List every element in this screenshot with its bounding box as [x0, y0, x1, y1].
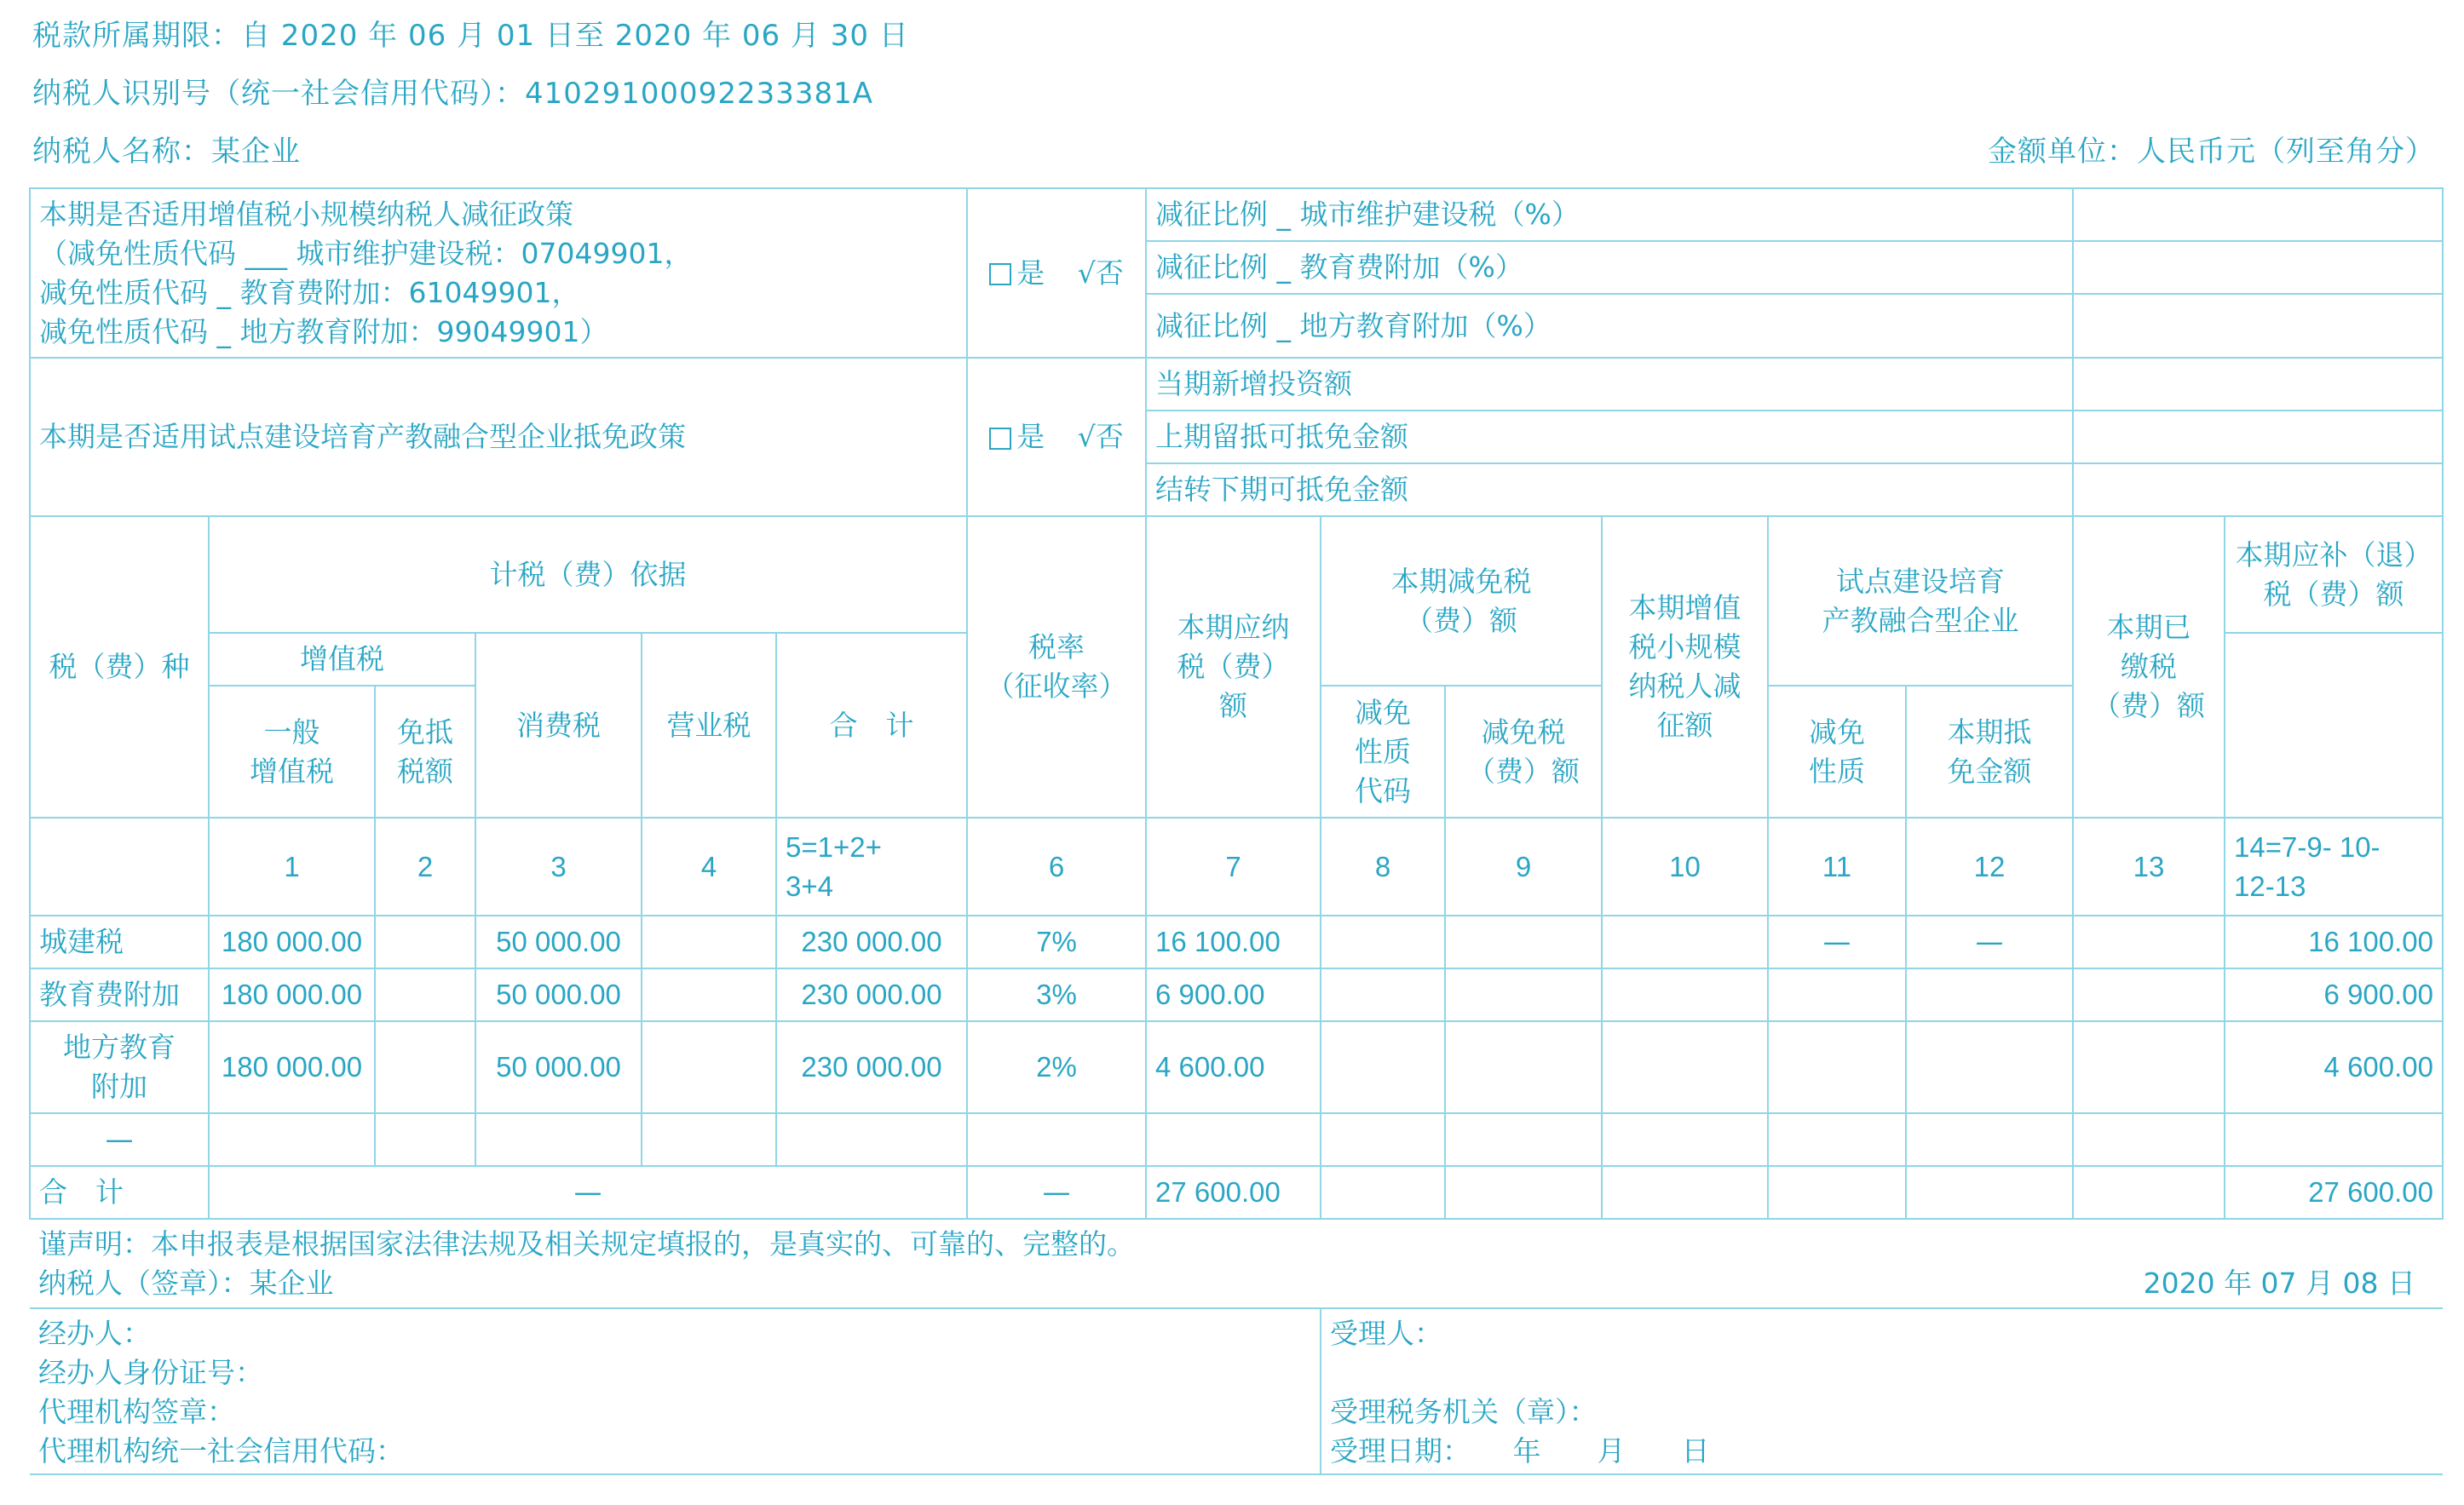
tax-return-form: [29, 187, 2444, 1475]
declaration-statement: 谨声明：本申报表是根据国家法律法规及相关规定填报的，是真实的、可靠的、完整的。: [38, 1226, 1135, 1261]
total-refund[interactable]: 27 600.00: [2225, 1166, 2443, 1219]
amount-unit: 金额单位：人民币元（列至角分）: [1988, 135, 2435, 169]
cell-pilot-nature[interactable]: —: [1768, 916, 1906, 968]
col-tax-type: 税（费）种: [30, 516, 209, 818]
col-general-vat: 一般 增值税: [209, 686, 375, 818]
policy2-value-carried-in[interactable]: [2073, 411, 2443, 463]
cell-pilot-offset[interactable]: —: [1906, 916, 2073, 968]
cell-refund[interactable]: 4 600.00: [2225, 1021, 2443, 1113]
cell-blank[interactable]: [776, 1113, 967, 1166]
taxpayer-id: 纳税人识别号（统一社会信用代码）：41029100092233381A: [32, 77, 873, 111]
cell-blank[interactable]: [209, 1113, 375, 1166]
col-number: 4: [642, 818, 776, 916]
col-pilot-offset: 本期抵 免金额: [1906, 686, 2073, 818]
cell-general-vat[interactable]: 180 000.00: [209, 916, 375, 968]
col-offset: 免抵 税额: [375, 686, 475, 818]
table-row: [30, 1113, 2443, 1166]
cell-small-relief[interactable]: [1602, 968, 1768, 1021]
cell-consumption[interactable]: 50 000.00: [475, 1021, 642, 1113]
receive-date-field[interactable]: 受理日期： 年 月 日: [1330, 1434, 1710, 1468]
cell-blank[interactable]: [375, 1113, 475, 1166]
total-row: [30, 1166, 2443, 1219]
col-rate: 税率 （征收率）: [967, 516, 1146, 818]
cell-pilot-nature[interactable]: [1768, 968, 1906, 1021]
policy1-item-local-education: 减征比例 _ 地方教育附加（%）: [1146, 294, 2073, 358]
table-row: [30, 1021, 2443, 1113]
cell-offset[interactable]: [375, 916, 475, 968]
cell-total[interactable]: 230 000.00: [776, 1021, 967, 1113]
col-number: 9: [1445, 818, 1602, 916]
cell-blank[interactable]: [1602, 1113, 1768, 1166]
cell-total[interactable]: 230 000.00: [776, 916, 967, 968]
cell-paid[interactable]: [2073, 968, 2225, 1021]
cell-relief-code[interactable]: [1321, 1021, 1445, 1113]
col-pilot: 试点建设培育 产教融合型企业: [1768, 516, 2073, 686]
col-number: 1: [209, 818, 375, 916]
cell-blank[interactable]: [475, 1113, 642, 1166]
cell-small-relief[interactable]: [1602, 916, 1768, 968]
total-payable[interactable]: 27 600.00: [1146, 1166, 1321, 1219]
cell-refund[interactable]: 16 100.00: [2225, 916, 2443, 968]
col-paid: 本期已 缴税 （费）额: [2073, 516, 2225, 818]
cell-pilot-nature[interactable]: [1768, 1021, 1906, 1113]
policy2-item-carried-in: 上期留抵可抵免金额: [1146, 411, 2073, 463]
col-vat: 增值税: [209, 633, 475, 686]
cell-blank[interactable]: [1906, 1166, 2073, 1219]
cell-business[interactable]: [642, 1021, 776, 1113]
policy1-value-local-education[interactable]: [2073, 294, 2443, 358]
cell-rate[interactable]: 2%: [967, 1021, 1146, 1113]
cell-blank[interactable]: [2073, 1113, 2225, 1166]
cell-blank[interactable]: [1906, 1113, 2073, 1166]
col-basis: 计税（费）依据: [209, 516, 967, 633]
cell-blank[interactable]: [2225, 1113, 2443, 1166]
policy1-value-city[interactable]: [2073, 188, 2443, 241]
table-row: [30, 968, 2443, 1021]
col-number: 7: [1146, 818, 1321, 916]
tax-period: 税款所属期限：自 2020 年 06 月 01 日至 2020 年 06 月 30 日: [32, 19, 909, 53]
checkbox-yes[interactable]: [989, 428, 1011, 450]
cell-blank[interactable]: [1321, 1113, 1445, 1166]
cell-blank[interactable]: [642, 1113, 776, 1166]
cell-blank[interactable]: [1445, 1166, 1602, 1219]
policy1-value-education[interactable]: [2073, 241, 2443, 294]
col-relief-code: 减免 性质 代码: [1321, 686, 1445, 818]
cell-blank[interactable]: [1768, 1166, 1906, 1219]
row-name: —: [30, 1113, 209, 1166]
col-number: 13: [2073, 818, 2225, 916]
col-refund: 本期应补（退） 税（费）额: [2225, 516, 2443, 633]
taxpayer-name: 纳税人名称：某企业: [32, 135, 301, 169]
cell-payable[interactable]: 4 600.00: [1146, 1021, 1321, 1113]
cell-consumption[interactable]: 50 000.00: [475, 968, 642, 1021]
cell-blank[interactable]: [1146, 1113, 1321, 1166]
cell-blank[interactable]: [967, 1113, 1146, 1166]
cell-relief-amount[interactable]: [1445, 1021, 1602, 1113]
col-number: 11: [1768, 818, 1906, 916]
policy2-item-carried-forward: 结转下期可抵免金额: [1146, 463, 2073, 516]
checkbox-yes[interactable]: [989, 263, 1011, 285]
cell-relief-code[interactable]: [1321, 968, 1445, 1021]
receiver-section: [1321, 1308, 2443, 1474]
col-number: 14=7-9- 10- 12-13: [2225, 818, 2443, 916]
col-consumption: 消费税: [475, 633, 642, 818]
row-name: 地方教育 附加: [30, 1021, 209, 1113]
policy2-choice[interactable]: 是 √否: [967, 358, 1146, 516]
policy2-label: 本期是否适用试点建设培育产教融合型企业抵免政策: [30, 358, 967, 516]
cell-blank[interactable]: [1768, 1113, 1906, 1166]
policy1-item-education: 减征比例 _ 教育费附加（%）: [1146, 241, 2073, 294]
col-number: 12: [1906, 818, 2073, 916]
col-total: 合 计: [776, 633, 967, 818]
cell-relief-code[interactable]: [1321, 916, 1445, 968]
tax-office-field[interactable]: 受理税务机关（章）：: [1330, 1395, 1598, 1428]
taxpayer-signature: 纳税人（签章）：某企业: [38, 1266, 334, 1300]
cell-blank[interactable]: [1602, 1166, 1768, 1219]
cell-payable[interactable]: 6 900.00: [1146, 968, 1321, 1021]
col-business: 营业税: [642, 633, 776, 818]
col-relief-amount: 减免税 （费）额: [1445, 686, 1602, 818]
cell-general-vat[interactable]: 180 000.00: [209, 1021, 375, 1113]
cell-blank[interactable]: [1321, 1166, 1445, 1219]
col-number: 3: [475, 818, 642, 916]
cell-consumption[interactable]: 50 000.00: [475, 916, 642, 968]
col-refund-blank: [2225, 633, 2443, 818]
agency-seal-field[interactable]: 代理机构签章：: [38, 1395, 235, 1428]
table-row: [30, 916, 2443, 968]
cell-payable[interactable]: 16 100.00: [1146, 916, 1321, 968]
cell-offset[interactable]: [375, 1021, 475, 1113]
row-name: 城建税: [30, 916, 209, 968]
agency-code-field[interactable]: 代理机构统一社会信用代码：: [38, 1434, 404, 1468]
policy1-choice[interactable]: 是 √否: [967, 188, 1146, 358]
cell-refund[interactable]: 6 900.00: [2225, 968, 2443, 1021]
receiver-field[interactable]: 受理人：: [1330, 1317, 1443, 1350]
cell-business[interactable]: [642, 968, 776, 1021]
cell-blank[interactable]: [2073, 1166, 2225, 1219]
col-number: 10: [1602, 818, 1768, 916]
cell-offset[interactable]: [375, 968, 475, 1021]
cell-rate[interactable]: 3%: [967, 968, 1146, 1021]
cell-pilot-offset[interactable]: [1906, 968, 2073, 1021]
cell-blank[interactable]: [1445, 1113, 1602, 1166]
policy2-value-carried-forward[interactable]: [2073, 463, 2443, 516]
agent-section: [30, 1308, 1321, 1474]
cell-total[interactable]: 230 000.00: [776, 968, 967, 1021]
total-basis: —: [209, 1166, 967, 1219]
col-number: 5=1+2+ 3+4: [776, 818, 967, 916]
policy1-item-city: 减征比例 _ 城市维护建设税（%）: [1146, 188, 2073, 241]
checked-no[interactable]: √否: [1077, 256, 1124, 290]
row-name: 教育费附加: [30, 968, 209, 1021]
col-number-blank: [30, 818, 209, 916]
declaration-date: 2020 年 07 月 08 日: [2143, 1266, 2416, 1300]
policy2-value-new-investment[interactable]: [2073, 358, 2443, 411]
col-number: 6: [967, 818, 1146, 916]
cell-pilot-offset[interactable]: [1906, 1021, 2073, 1113]
checked-no[interactable]: √否: [1077, 420, 1124, 453]
total-label: 合 计: [30, 1166, 209, 1219]
policy1-label: 本期是否适用增值税小规模纳税人减征政策 （减免性质代码 ___ 城市维护建设税：07049901， 减免性质代码 _ 教育费附加：61049901， 减免性质代码 _ 地方教育附加：99049901）: [30, 188, 967, 358]
cell-business[interactable]: [642, 916, 776, 968]
col-number: 8: [1321, 818, 1445, 916]
declaration: [30, 1219, 2443, 1308]
cell-general-vat[interactable]: 180 000.00: [209, 968, 375, 1021]
col-number: 2: [375, 818, 475, 916]
agent-field[interactable]: 经办人：: [38, 1317, 151, 1350]
col-pilot-nature: 减免 性质: [1768, 686, 1906, 818]
col-relief: 本期减免税 （费）额: [1321, 516, 1602, 686]
cell-paid[interactable]: [2073, 916, 2225, 968]
agent-id-field[interactable]: 经办人身份证号：: [38, 1356, 263, 1389]
cell-paid[interactable]: [2073, 1021, 2225, 1113]
cell-relief-amount[interactable]: [1445, 968, 1602, 1021]
policy2-item-new-investment: 当期新增投资额: [1146, 358, 2073, 411]
total-rate: —: [967, 1166, 1146, 1219]
col-payable: 本期应纳 税（费） 额: [1146, 516, 1321, 818]
cell-rate[interactable]: 7%: [967, 916, 1146, 968]
cell-relief-amount[interactable]: [1445, 916, 1602, 968]
col-small-scale-relief: 本期增值 税小规模 纳税人减 征额: [1602, 516, 1768, 818]
cell-small-relief[interactable]: [1602, 1021, 1768, 1113]
